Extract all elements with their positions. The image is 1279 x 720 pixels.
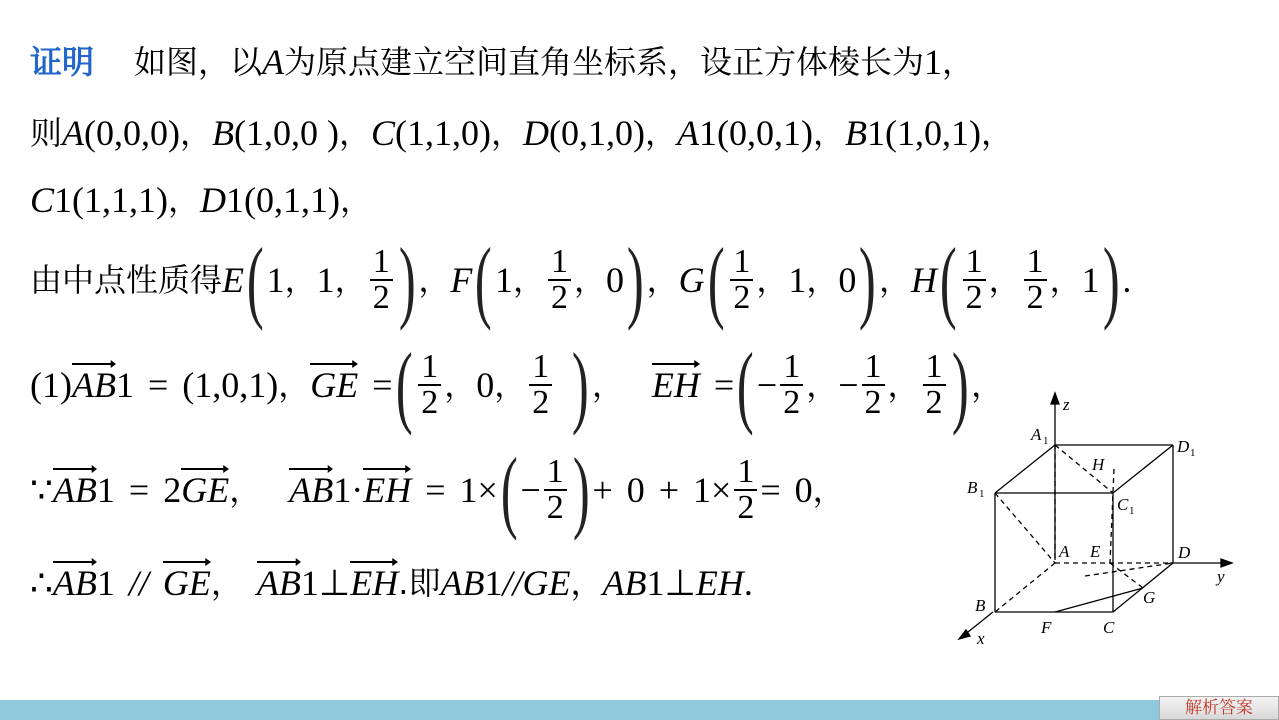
segment-name: GE [522,563,571,603]
label-B1: B [967,478,978,497]
numerator: 1 [546,453,564,490]
vector-sub: 1 [96,563,115,603]
fraction-half [544,455,567,525]
vector-name: GE [162,563,211,603]
fraction-half [1024,245,1047,315]
ji-text: .即 [398,564,441,602]
comma: ， [418,261,451,299]
denominator: 2 [862,384,885,420]
fraction-half [730,245,753,315]
part-label: (1) [30,365,72,405]
comma: ， [334,261,367,299]
numerator: 1 [372,243,390,280]
numerator: 1 [421,348,439,385]
segment-name: EH [695,563,744,603]
period: . [743,563,753,603]
edge-A1B1 [995,445,1055,493]
right-paren: ) [951,334,969,436]
ze-prefix: 则 [30,114,63,152]
point-sub: 1 [226,180,245,220]
denominator: 2 [730,279,753,315]
coord: 0 [606,260,625,300]
sep: ， [339,114,372,152]
point-coords: (1,1,1) [72,180,168,220]
comma: ， [574,261,607,299]
fraction-half [862,350,885,420]
point-name: B [845,113,868,153]
edge-D1C1 [1113,445,1173,493]
cube-diagram [945,390,1245,655]
sep: ， [491,114,524,152]
numerator: 1 [1026,243,1044,280]
point-name: D [523,113,550,153]
label-x: x [977,629,985,648]
point-name: C [30,180,55,220]
comma: ， [971,366,1004,404]
segment-name: AB [440,563,485,603]
label-A: A [1059,542,1070,561]
coord: 1 [1081,260,1100,300]
vector-AB1 [72,365,116,405]
vector-AB1 [257,563,301,603]
point-coords: (0,0,0) [84,113,180,153]
vector-sub: 1 [96,470,115,510]
left-paren: ( [395,334,413,436]
label-H: H [1092,455,1105,474]
label-y: y [1217,567,1225,586]
vector-sub: 1 [115,365,134,405]
denominator: 2 [529,384,552,420]
fraction-half [418,350,441,420]
coord: 1 [266,260,285,300]
conclusion-line [30,563,753,603]
equals: = [147,365,169,405]
equals: = [425,470,446,510]
z-axis-arrow [1051,393,1059,404]
fraction-half [780,350,803,420]
left-paren: ( [475,229,493,331]
edge-length: 1 [924,42,943,82]
left-paren: ( [737,334,754,436]
equals: = [713,365,735,405]
coord: 0 [838,260,857,300]
label-A1: A [1031,425,1042,444]
comma: ， [591,366,624,404]
proof-label: 证明 [30,43,95,81]
label-B: B [975,596,986,615]
fraction-half [734,455,757,525]
vector-GE [181,470,229,510]
equals: = [372,365,393,405]
comma: ， [1049,261,1082,299]
comma: ， [512,261,545,299]
vector-name: AB [289,470,334,510]
left-paren: ( [246,229,264,331]
denominator: 2 [923,384,946,420]
point-name: C [371,113,396,153]
vector-AB1 [53,563,97,603]
sep: ， [168,181,201,219]
comma: ， [278,366,311,404]
comma: ， [444,366,477,404]
comma: ， [887,366,920,404]
hidden-B1A [995,493,1055,563]
segment-name: AB [602,563,647,603]
vector-name: AB [52,563,97,603]
perp-symbol: ⊥ [664,563,696,603]
label-E: E [1090,542,1101,561]
comma: ， [570,564,603,602]
coord: 1 [788,260,807,300]
segment-sub: 1 [484,563,503,603]
denominator: 2 [370,279,393,315]
sep: ， [942,43,975,81]
label-z: z [1063,395,1070,414]
hidden-A1C1 [1055,445,1113,493]
vector-name: GE [310,365,359,405]
point-coords: (0,0,1) [717,113,814,153]
sep: ， [340,181,373,219]
sep: ， [813,114,846,152]
vector-name: AB [256,563,301,603]
label-F: F [1041,618,1052,637]
point-coords: (0,1,0) [549,113,646,153]
left-paren: ( [707,229,725,331]
denominator: 2 [963,279,986,315]
numerator: 1 [783,348,801,385]
point-E: E [222,260,245,300]
coord: 0 [476,365,495,405]
right-paren: ) [1102,229,1120,331]
comma: ， [756,261,789,299]
numerator: 1 [864,348,882,385]
scalar: 2 [163,470,182,510]
comma: ， [494,366,527,404]
plus: + [658,470,680,510]
segment-sub: 1 [646,563,665,603]
comma: ， [806,261,839,299]
hidden-AB [995,563,1055,612]
label-C1: C [1117,495,1129,514]
coords-line-2 [30,180,372,220]
vector-name: EH [363,470,412,510]
hidden-EG [1110,563,1143,588]
coord: 1 [494,260,513,300]
svg-text:1: 1 [1043,435,1049,447]
minus: − [756,365,778,405]
sep: ， [981,114,1014,152]
right-paren: ) [572,439,590,541]
analysis-answer-button[interactable]: 解析答案 [1159,696,1279,720]
vector-value: (1,0,1) [182,365,279,405]
coords-line-1 [30,113,1013,153]
vector-GE [310,365,358,405]
vector-GE [163,563,211,603]
comma: ， [988,261,1021,299]
point-name: D [200,180,227,220]
vector-sub: 1 [333,470,352,510]
times: × [477,470,498,510]
right-paren: ) [572,334,590,436]
vector-name: AB [52,470,97,510]
denominator: 2 [544,489,567,525]
label-C: C [1103,618,1115,637]
point-sub: 1 [699,113,718,153]
vector-name: EH [350,563,399,603]
point-coords: (1,0,0 ) [234,113,339,153]
point-coords: (1,1,0) [395,113,492,153]
svg-text:1: 1 [1129,505,1135,517]
label-D: D [1178,543,1191,562]
right-paren: ) [626,229,644,331]
label-G: G [1143,588,1156,607]
proof-intro-line [30,42,974,82]
numerator: 1 [965,243,983,280]
denominator: 2 [780,384,803,420]
point-name: B [212,113,235,153]
midpoints-line [30,229,1132,331]
period: . [1122,260,1132,300]
numerator: 1 [733,243,751,280]
point-F: F [450,260,473,300]
bottom-bar [0,700,1279,720]
vector-EH [363,470,411,510]
svg-text:1: 1 [1190,447,1196,459]
fraction-half [923,350,946,420]
because-symbol: ∵ [30,470,53,510]
point-coords: (0,1,1) [244,180,340,220]
therefore-symbol: ∴ [30,563,53,603]
sep: ， [180,114,213,152]
dot-product-line [30,439,845,541]
origin-point: A [262,42,285,82]
parallel-symbol: // [128,563,149,603]
coord: 1 [316,260,335,300]
numerator: 1 [737,453,755,490]
minus: − [520,470,541,510]
comma: ， [284,261,317,299]
comma: ， [646,261,679,299]
dot-operator: · [351,470,364,510]
parallel-symbol: // [502,563,523,603]
coord: 1 [693,470,712,510]
sep: ， [645,114,678,152]
intro-text-2: 为原点建立空间直角坐标系，设正方体棱长为 [284,43,925,81]
y-axis-arrow [1221,559,1232,567]
intro-text: 如图，以 [134,43,263,81]
fraction-half [963,245,986,315]
midpoint-prefix: 由中点性质得 [30,261,223,299]
vector-name: AB [71,365,116,405]
point-name: A [677,113,700,153]
denominator: 2 [734,489,757,525]
comma: ， [878,261,911,299]
vector-AB1 [289,470,333,510]
fraction-half [548,245,571,315]
point-sub: 1 [867,113,886,153]
coord: 1 [459,470,478,510]
comma: ， [812,471,845,509]
vector-name: EH [651,365,700,405]
result: 0 [794,470,813,510]
perp-symbol: ⊥ [318,563,351,603]
vector-EH [652,365,700,405]
denominator: 2 [1024,279,1047,315]
denominator: 2 [548,279,571,315]
minus: − [838,365,859,405]
segment-FG [1055,588,1143,612]
right-paren: ) [398,229,416,331]
numerator: 1 [925,348,943,385]
point-H: H [911,260,937,300]
vector-name: GE [181,470,230,510]
plus: + [592,470,613,510]
fraction-half [370,245,393,315]
point-G: G [678,260,705,300]
comma: ， [210,564,243,602]
point-name: A [62,113,85,153]
comma: ， [806,366,839,404]
coord: 0 [626,470,645,510]
point-sub: 1 [54,180,73,220]
equals: = [760,470,781,510]
numerator: 1 [532,348,550,385]
numerator: 1 [551,243,568,280]
label-D1: D [1177,437,1190,456]
left-paren: ( [500,439,518,541]
svg-text:1: 1 [979,488,985,500]
denominator: 2 [418,384,441,420]
right-paren: ) [859,229,877,331]
vectors-line [30,334,1004,436]
fraction-half [529,350,552,420]
vector-AB1 [53,470,97,510]
vector-sub: 1 [300,563,319,603]
times: × [711,470,732,510]
equals: = [128,470,150,510]
comma: ， [229,471,262,509]
left-paren: ( [939,229,957,331]
point-coords: (1,0,1) [885,113,982,153]
vector-EH [350,563,398,603]
